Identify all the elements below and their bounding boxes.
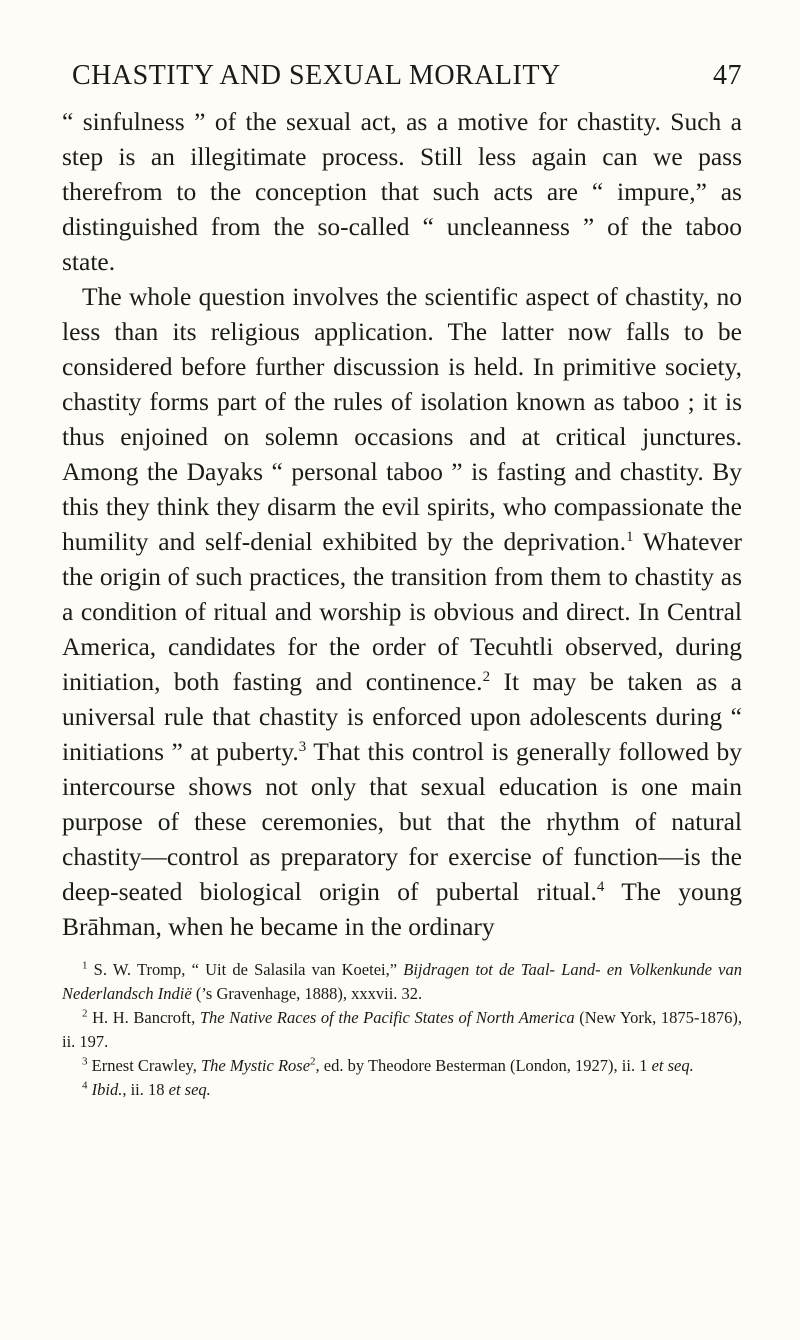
footnote-3	[62, 1054, 742, 1078]
footnote-ref-2: 2	[482, 669, 491, 685]
footnote-4	[62, 1078, 742, 1102]
footnote-number: 1	[82, 959, 88, 972]
footnote-text: (’s Gravenhage, 1888), xxxvii. 32.	[191, 984, 423, 1003]
footnote-text: H. H. Bancroft,	[87, 1008, 200, 1027]
footnote-number: 3	[82, 1055, 88, 1068]
paragraph-2-text-a: The whole question involves the scientific aspect of chastity, no less than its religious application. The latter now falls to be considered before further discussion is held. In primitive society, chastity forms part of the rules of isolation known as taboo ; it is thus enjoined on solemn occasions and at critical junctures. Among the Dayaks “ personal taboo ” is fasting and chastity. By this they think they disarm the evil spirits, who compassionate the humility and self-denial exhibited by the deprivation.	[62, 282, 742, 556]
edition-superscript: 2	[310, 1055, 316, 1068]
page-number: 47	[713, 60, 742, 91]
footnote-2	[62, 1006, 742, 1054]
paragraph-2-text-b: Whatever the origin of such practices, the transition from them to chastity as a condition of ritual and worship is obvious and direct. In Central America, candidates for the order of Tecuhtli observed, during initiation, both fasting and continence.	[62, 527, 742, 696]
body-text	[62, 104, 742, 944]
footnote-text: , ed. by Theodore Besterman (London, 1927), ii. 1	[315, 1056, 652, 1075]
footnote-text: , ii. 18	[122, 1080, 169, 1099]
footnote-1	[62, 958, 742, 1006]
footnote-text: Ernest Crawley,	[87, 1056, 201, 1075]
paragraph-1: “ sinfulness ” of the sexual act, as a motive for chastity. Such a step is an illegitimate process. Still less again can we pass therefrom to the conception that such acts are “ impure,” as distinguished from the so-called “ uncleanness ” of the taboo state.	[62, 107, 742, 276]
footnote-title: Bijdragen tot de Taal- Land- en Volkenkunde van Nederlandsch Indië	[62, 960, 742, 1003]
footnote-title: The Mystic Rose	[200, 1056, 311, 1075]
paragraph-2-text-c: It may be taken as a universal rule that chastity is enforced upon adolescents during “ initiations ” at puberty.	[62, 667, 742, 766]
footnote-title: The Native Races of the Pacific States of North America	[199, 1008, 575, 1027]
paragraph-2-text-d: That this control is generally followed by intercourse shows not only that sexual education is one main purpose of these ceremonies, but that the rhythm of natural chastity—control as preparatory for exercise of function—is the deep-seated biological origin of pubertal ritual.	[62, 737, 742, 906]
footnote-ref-3: 3	[298, 739, 307, 755]
footnote-text: (New York, 1875-1876), ii. 197.	[62, 1008, 742, 1051]
footnote-italic: et seq.	[168, 1080, 211, 1099]
footnote-number: 2	[82, 1007, 88, 1020]
footnote-text: S. W. Tromp, “ Uit de Salasila van Koetei,”	[87, 960, 404, 979]
running-title: CHASTITY AND SEXUAL MORALITY	[72, 60, 561, 91]
paragraph-2	[62, 279, 742, 944]
footnote-title: Ibid.	[91, 1080, 123, 1099]
footnote-number: 4	[82, 1079, 88, 1092]
footnote-ref-1: 1	[626, 529, 634, 545]
running-head	[62, 50, 742, 90]
footnotes	[62, 958, 742, 1102]
footnote-ref-4: 4	[596, 879, 605, 895]
paragraph-2-text-e: The young Brāhman, when he became in the ordinary	[62, 877, 742, 941]
footnote-italic: et seq.	[651, 1056, 694, 1075]
